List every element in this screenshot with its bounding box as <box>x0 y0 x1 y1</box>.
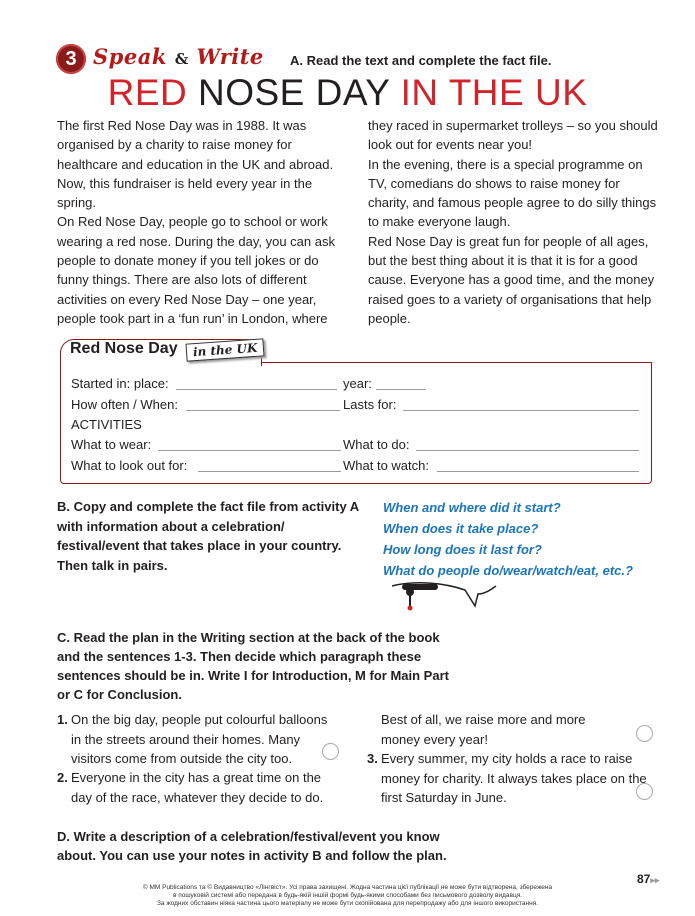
section-title <box>93 44 264 69</box>
question: How long does it last for? <box>383 542 542 557</box>
blank-how-often[interactable] <box>186 410 340 411</box>
sentence-text: Every summer, my city holds a race to raise money for charity. It always takes place on the first Saturday in June. <box>381 751 647 805</box>
sentence-3 <box>367 749 647 808</box>
label-lasts-for: Lasts for: <box>343 397 397 412</box>
activity-d-instruction: D. Write a description of a celebration/festival/event you know about. You can use your notes in activity B and follow the plan. <box>57 829 447 863</box>
article-paragraph: In the evening, there is a special programme on TV, comedians do shows to raise money for charity, and famous people agree to do silly things to make everyone laugh. <box>368 156 657 230</box>
blank-what-to-wear[interactable] <box>158 450 341 451</box>
section-number-badge: 3 <box>56 44 86 74</box>
section-title-write: Write <box>196 44 264 69</box>
copyright-footer <box>0 884 695 908</box>
headline <box>0 72 695 114</box>
section-title-amp: & <box>174 50 189 68</box>
question: When does it take place? <box>383 521 539 536</box>
footer-line: © MM Publications та © Видавництво «Лінгвіст». Усі права захищені. Жодна частина цієї публікації не може бути відтворена, збережена <box>142 884 553 891</box>
sentence-number: 1. <box>57 712 68 727</box>
label-started-place: Started in: place: <box>71 376 169 391</box>
question: What do people do/wear/watch/eat, etc.? <box>383 563 633 578</box>
sentence-2-continued: Best of all, we raise more and more money every year! <box>381 712 586 747</box>
label-how-often: How often / When: <box>71 397 178 412</box>
label-what-to-do: What to do: <box>343 437 410 452</box>
label-activities: ACTIVITIES <box>71 417 142 432</box>
article-paragraph: Red Nose Day is great fun for people of all ages, but the best thing about it is that it is for a good cause. Everyone has a good time, and the money raised goes to a variety of organisations that help people. <box>368 233 655 326</box>
answer-circle[interactable] <box>636 783 653 800</box>
headline-in-the-uk: IN THE UK <box>400 72 588 113</box>
footer-line: За жодних обставин ніяка частина цього матеріалу не може бути скопійована для перепродажу або для іншого використання. <box>156 900 539 907</box>
label-what-to-watch: What to watch: <box>343 458 429 473</box>
sentence-number: 3. <box>367 751 378 766</box>
sentence-text: Everyone in the city has a great time on the day of the race, whatever they decide to do. <box>71 770 324 805</box>
label-year: year: <box>343 376 372 391</box>
blank-what-to-do[interactable] <box>416 450 639 451</box>
article-left-column <box>57 116 347 328</box>
article-paragraph: On Red Nose Day, people go to school or work wearing a red nose. During the day, you can ask people to donate money if you tell jokes or do funny things. There are also lots of different activities on every Red Nose Day – one year, people took part in a ‘fun run’ in London, where <box>57 214 335 326</box>
headline-red: RED <box>107 72 188 113</box>
sentence-text: On the big day, people put colourful balloons in the streets around their homes. Many visitors come from outside the city too. <box>71 712 328 766</box>
sentence-number: 2. <box>57 770 68 785</box>
footer-line: в пошуковій системі або передана в будь-якій іншій формі будь-якими способами без письмового дозволу видавця. <box>172 892 523 899</box>
sentence-1 <box>57 710 337 769</box>
blank-year[interactable] <box>376 389 426 390</box>
label-what-to-wear: What to wear: <box>71 437 152 452</box>
label-what-to-look-out: What to look out for: <box>71 458 188 473</box>
headline-nose-day: NOSE DAY <box>198 72 390 113</box>
blank-started-place[interactable] <box>176 389 337 390</box>
activity-c-instruction: C. Read the plan in the Writing section at the back of the book and the sentences 1-3. Then decide which paragraph these sentences should be in. Write I for Introduction, M for Main Part or C for Conclusion. <box>57 630 449 702</box>
answer-circle[interactable] <box>636 725 653 742</box>
forward-arrows-icon: ▸▸ <box>650 875 660 885</box>
question: When and where did it start? <box>383 500 561 515</box>
activity-b-instruction: B. Copy and complete the fact file from activity A with information about a celebration/ festival/event that takes place in your country. Then talk in pairs. <box>57 499 359 573</box>
article-paragraph: The first Red Nose Day was in 1988. It was organised by a charity to raise money for healthcare and education in the UK and abroad. Now, this fundraiser is held every year in the spring. <box>57 118 334 211</box>
fact-file-tag: in the UK <box>185 338 265 361</box>
sentence-2 <box>57 768 337 807</box>
article-paragraph: they raced in supermarket trolleys – so you should look out for events near you! <box>368 118 658 153</box>
answer-circle[interactable] <box>322 743 339 760</box>
blank-lasts-for[interactable] <box>403 410 639 411</box>
speech-bubble-tail-icon <box>390 578 500 618</box>
blank-what-to-look-out[interactable] <box>198 471 341 472</box>
page-number-value: 87 <box>637 872 651 886</box>
article-right-column <box>368 116 658 328</box>
blank-what-to-watch[interactable] <box>437 471 639 472</box>
fact-file-title: Red Nose Day <box>70 340 178 357</box>
activity-a-instruction: A. Read the text and complete the fact file. <box>290 53 552 68</box>
activity-b-questions <box>383 497 633 581</box>
section-title-speak: Speak <box>93 44 167 69</box>
